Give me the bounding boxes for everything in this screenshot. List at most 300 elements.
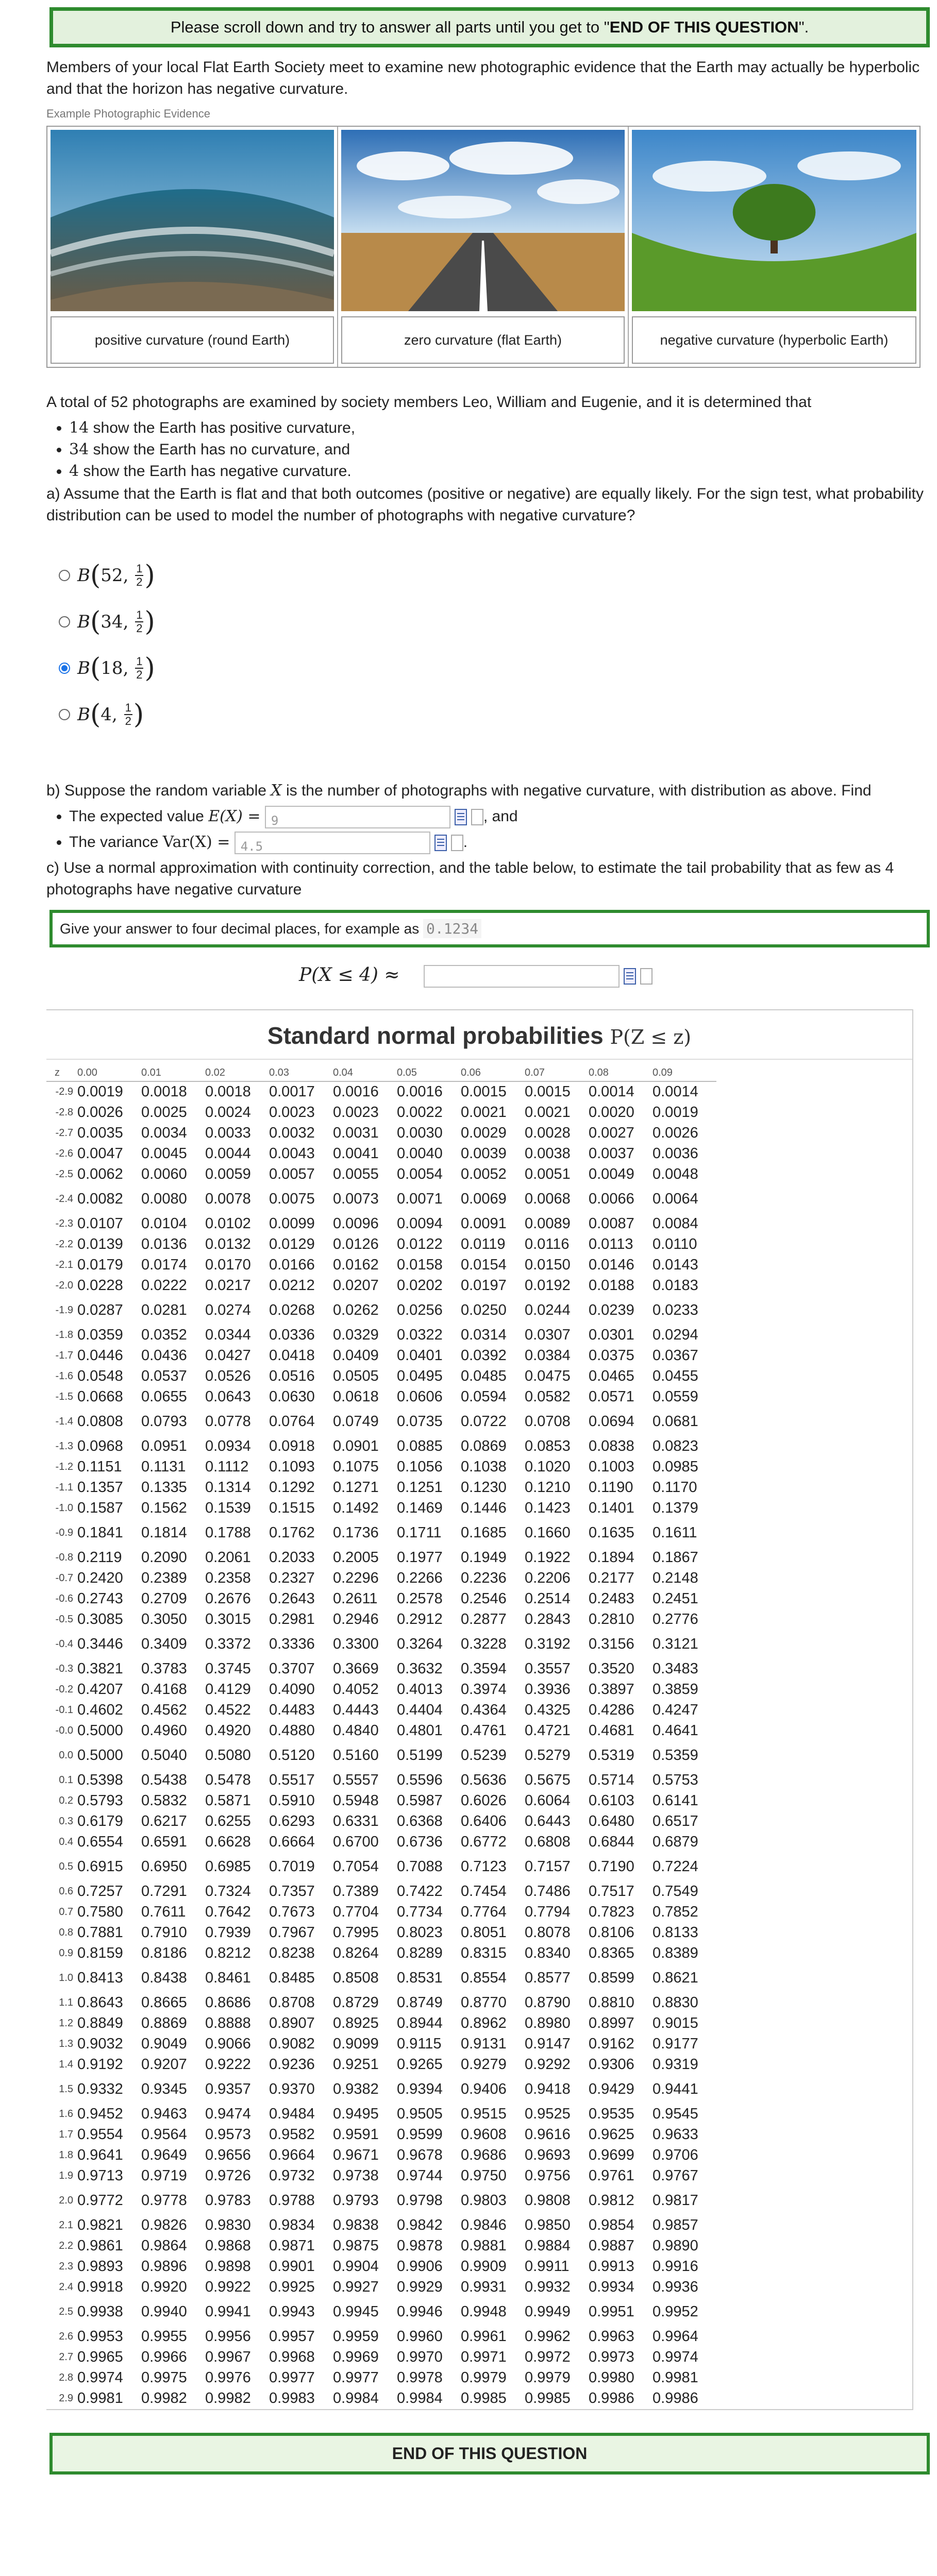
- table-cell: 0.5398: [77, 1772, 123, 1789]
- table-cell: 0.9131: [461, 2036, 507, 2053]
- table-cell: 0.3520: [589, 1660, 634, 1677]
- table-cell: 0.9177: [652, 2036, 698, 2053]
- table-body: [46, 1081, 716, 2409]
- table-cell: 0.6844: [589, 1834, 634, 1851]
- table-cell: 0.4168: [141, 1681, 187, 1698]
- table-cell: 0.0126: [333, 1236, 379, 1253]
- table-row: [46, 1811, 716, 1832]
- table-cell: 0.9881: [461, 2238, 507, 2255]
- table-cell: 0.0287: [77, 1302, 123, 1319]
- table-cell: 0.1685: [461, 1524, 507, 1541]
- table-cell: 0.5675: [525, 1772, 571, 1789]
- option-1-radio[interactable]: [59, 570, 70, 581]
- table-cell: 0.0217: [205, 1277, 251, 1294]
- banner-prefix: Please scroll down and try to answer all parts until you get to ": [170, 18, 610, 36]
- option-2-b: B: [77, 612, 90, 632]
- z-value: 0.4: [59, 1836, 73, 1848]
- table-cell: 0.8686: [205, 1994, 251, 2011]
- table-cell: 0.9788: [269, 2192, 315, 2209]
- table-cell: 0.0068: [525, 1191, 571, 1208]
- table-cell: 0.6064: [525, 1792, 571, 1809]
- option-2-n: 34: [101, 612, 123, 632]
- table-cell: 0.0853: [525, 1438, 571, 1455]
- table-cell: 0.1056: [397, 1459, 443, 1476]
- option-3-radio-selected[interactable]: [59, 663, 70, 674]
- table-cell: 0.0026: [77, 1104, 123, 1121]
- table-cell: 0.9985: [525, 2390, 571, 2407]
- preview-icon[interactable]: [455, 809, 467, 825]
- table-cell: 0.9911: [525, 2258, 570, 2275]
- table-cell: 0.0359: [77, 1327, 123, 1344]
- table-cell: 0.0104: [141, 1215, 187, 1232]
- z-value: 0.5: [59, 1861, 73, 1873]
- table-cell: 0.9951: [589, 2303, 634, 2320]
- table-cell: 0.9957: [269, 2328, 315, 2345]
- table-cell: 0.4801: [397, 1722, 443, 1739]
- table-cell: 0.4129: [205, 1681, 251, 1698]
- table-cell: 0.0228: [77, 1277, 123, 1294]
- column-header: 0.03: [269, 1067, 333, 1081]
- table-cell: 0.9968: [269, 2349, 315, 2366]
- table-cell: 0.1711: [397, 1524, 442, 1541]
- table-cell: 0.8770: [461, 1994, 507, 2011]
- table-cell: 0.8365: [589, 1945, 634, 1962]
- table-cell: 0.0059: [205, 1166, 251, 1183]
- table-cell: 0.6255: [205, 1813, 251, 1830]
- table-cell: 0.2877: [461, 1611, 507, 1628]
- table-cell: 0.2578: [397, 1590, 443, 1607]
- table-cell: 0.9162: [589, 2036, 634, 2053]
- table-cell: 0.0073: [333, 1191, 379, 1208]
- table-cell: 0.1788: [205, 1524, 251, 1541]
- table-cell: 0.8186: [141, 1945, 187, 1962]
- table-cell: 0.8925: [333, 2015, 379, 2032]
- z-value: -1.6: [55, 1370, 73, 1382]
- table-cell: 0.0014: [652, 1083, 698, 1100]
- counts-list: [46, 417, 933, 482]
- table-cell: 0.9664: [269, 2147, 315, 2164]
- table-row: [46, 2236, 716, 2257]
- table-cell: 0.0021: [461, 1104, 507, 1121]
- table-cell: 0.0017: [269, 1083, 315, 1100]
- table-cell: 0.5517: [269, 1772, 315, 1789]
- table-cell: 0.9495: [333, 2106, 379, 2123]
- z-value: -1.7: [55, 1350, 73, 1362]
- table-cell: 0.0055: [333, 1166, 379, 1183]
- table-cell: 0.2546: [461, 1590, 507, 1607]
- option-3[interactable]: [59, 645, 933, 691]
- table-cell: 0.6736: [397, 1834, 443, 1851]
- table-cell: 0.9616: [525, 2126, 571, 2143]
- table-cell: 0.9599: [397, 2126, 443, 2143]
- table-cell: 0.1093: [269, 1459, 315, 1476]
- table-cell: 0.4522: [205, 1702, 251, 1719]
- table-cell: 0.8289: [397, 1945, 443, 1962]
- z-value: -1.3: [55, 1440, 73, 1452]
- table-row: [46, 1387, 716, 1408]
- table-cell: 0.0495: [397, 1368, 443, 1385]
- table-cell: 0.0250: [461, 1302, 507, 1319]
- table-cell: 0.9082: [269, 2036, 315, 2053]
- table-cell: 0.8944: [397, 2015, 443, 2032]
- option-4-radio[interactable]: [59, 709, 70, 720]
- z-value: -0.7: [55, 1572, 73, 1584]
- table-cell: 0.4920: [205, 1722, 251, 1739]
- table-cell: 0.0041: [333, 1145, 379, 1162]
- table-cell: 0.9564: [141, 2126, 187, 2143]
- table-cell: 0.9279: [461, 2056, 507, 2073]
- table-cell: 0.9922: [205, 2279, 251, 2296]
- option-3-num: 1: [136, 655, 143, 668]
- table-cell: 0.9830: [205, 2217, 251, 2234]
- table-cell: 0.0281: [141, 1302, 187, 1319]
- table-cell: 0.0091: [461, 1215, 507, 1232]
- table-cell: 0.0170: [205, 1257, 251, 1274]
- table-cell: 0.6141: [652, 1792, 698, 1809]
- table-cell: 0.4013: [397, 1681, 443, 1698]
- table-cell: 0.0039: [461, 1145, 507, 1162]
- table-cell: 0.8023: [397, 1924, 443, 1941]
- table-cell: 0.9236: [269, 2056, 315, 2073]
- table-cell: 0.9945: [333, 2303, 379, 2320]
- table-cell: 0.0823: [652, 1438, 698, 1455]
- table-cell: 0.0051: [525, 1166, 571, 1183]
- table-cell: 0.0047: [77, 1145, 123, 1162]
- table-cell: 0.1131: [141, 1459, 186, 1476]
- table-cell: 0.7823: [589, 1904, 634, 1921]
- table-cell: 0.9929: [397, 2279, 443, 2296]
- table-cell: 0.7794: [525, 1904, 571, 1921]
- table-cell: 0.0375: [589, 1347, 634, 1364]
- table-cell: 0.1038: [461, 1459, 507, 1476]
- z-value: -2.2: [55, 1239, 73, 1250]
- table-cell: 0.0367: [652, 1347, 698, 1364]
- table-cell: 0.0630: [269, 1388, 315, 1405]
- count-zero-text: show the Earth has no curvature, and: [89, 441, 350, 458]
- table-cell: 0.0618: [333, 1388, 379, 1405]
- table-cell: 0.5279: [525, 1747, 571, 1764]
- table-cell: 0.3669: [333, 1660, 379, 1677]
- table-cell: 0.6950: [141, 1858, 187, 1875]
- table-cell: 0.9838: [333, 2217, 379, 2234]
- table-cell: 0.3783: [141, 1660, 187, 1677]
- table-cell: 0.8830: [652, 1994, 698, 2011]
- table-cell: 0.0197: [461, 1277, 507, 1294]
- table-cell: 0.0060: [141, 1166, 187, 1183]
- table-row: [46, 2034, 716, 2055]
- table-cell: 0.3821: [77, 1660, 123, 1677]
- table-row: [46, 1144, 716, 1164]
- table-cell: 0.9429: [589, 2081, 634, 2098]
- table-cell: 0.1977: [397, 1549, 443, 1566]
- table-cell: 0.9545: [652, 2106, 698, 2123]
- table-cell: 0.0793: [141, 1413, 187, 1430]
- table-row: [46, 1923, 716, 1943]
- z-value: 2.3: [59, 2261, 73, 2273]
- table-cell: 0.0035: [77, 1125, 123, 1142]
- table-row: [46, 2075, 716, 2104]
- option-4-num: 1: [125, 701, 131, 714]
- table-cell: 0.9525: [525, 2106, 571, 2123]
- table-cell: 0.9463: [141, 2106, 187, 2123]
- z-value: -2.8: [55, 1107, 73, 1118]
- column-header: 0.08: [589, 1067, 652, 1081]
- table-cell: 0.9981: [77, 2390, 123, 2407]
- table-cell: 0.9920: [141, 2279, 187, 2296]
- table-cell: 0.2912: [397, 1611, 443, 1628]
- table-cell: 0.0116: [525, 1236, 570, 1253]
- table-cell: 0.0018: [205, 1083, 251, 1100]
- table-cell: 0.0027: [589, 1125, 634, 1142]
- table-cell: 0.0044: [205, 1145, 251, 1162]
- table-cell: 0.3446: [77, 1636, 123, 1653]
- table-row: [46, 1457, 716, 1478]
- z-value: -1.8: [55, 1329, 73, 1341]
- z-value: 1.5: [59, 2083, 73, 2095]
- table-title-math: P(Z ≤ z): [610, 1025, 692, 1048]
- table-cell: 0.4443: [333, 1702, 379, 1719]
- table-row: [46, 1346, 716, 1366]
- table-cell: 0.7454: [461, 1883, 507, 1900]
- table-cell: 0.0038: [525, 1145, 571, 1162]
- table-cell: 0.9978: [397, 2369, 443, 2386]
- table-cell: 0.0708: [525, 1413, 571, 1430]
- z-value: 2.9: [59, 2393, 73, 2404]
- option-2-radio[interactable]: [59, 616, 70, 628]
- table-cell: 0.2206: [525, 1570, 571, 1587]
- option-4-b: B: [77, 704, 90, 725]
- option-1-fraction: [135, 563, 143, 588]
- table-cell: 0.0352: [141, 1327, 187, 1344]
- table-cell: 0.9861: [77, 2238, 123, 2255]
- table-cell: 0.9406: [461, 2081, 507, 2098]
- table-cell: 0.0132: [205, 1236, 251, 1253]
- table-row: [46, 1993, 716, 2013]
- table-row: [46, 2327, 716, 2347]
- part-b-intro-post: is the number of photographs with negative curvature, with distribution as above. Find: [281, 782, 872, 799]
- table-cell: 0.9959: [333, 2328, 379, 2345]
- count-zero: [69, 439, 933, 461]
- table-cell: 0.9370: [269, 2081, 315, 2098]
- table-cell: 0.9961: [461, 2328, 507, 2345]
- document-icon[interactable]: [471, 809, 483, 825]
- table-cell: 0.0040: [397, 1145, 443, 1162]
- option-3-fraction: [135, 655, 143, 681]
- table-cell: 0.0089: [525, 1215, 571, 1232]
- table-cell: 0.9901: [269, 2258, 315, 2275]
- table-cell: 0.7517: [589, 1883, 634, 1900]
- table-cell: 0.5199: [397, 1747, 443, 1764]
- preview-icon[interactable]: [434, 835, 447, 851]
- z-value: 0.3: [59, 1816, 73, 1827]
- table-cell: 0.0322: [397, 1327, 443, 1344]
- table-cell: 0.8340: [525, 1945, 571, 1962]
- caption-positive: positive curvature (round Earth): [51, 316, 334, 364]
- table-cell: 0.9641: [77, 2147, 123, 2164]
- table-cell: 0.0985: [652, 1459, 698, 1476]
- table-row: [46, 1498, 716, 1519]
- table-cell: 0.3594: [461, 1660, 507, 1677]
- table-row: [46, 1568, 716, 1589]
- expected-row: [69, 806, 933, 828]
- table-cell: 0.9890: [652, 2238, 698, 2255]
- table-cell: 0.2358: [205, 1570, 251, 1587]
- option-4-den: 2: [125, 715, 131, 727]
- option-2[interactable]: [59, 599, 933, 645]
- table-cell: 0.9971: [461, 2349, 507, 2366]
- table-cell: 0.0069: [461, 1191, 507, 1208]
- option-1-den: 2: [136, 575, 143, 588]
- table-cell: 0.1762: [269, 1524, 315, 1541]
- table-cell: 0.8078: [525, 1924, 571, 1941]
- table-cell: 0.0016: [333, 1083, 379, 1100]
- option-1[interactable]: [59, 552, 933, 599]
- normal-probability-table: [46, 1067, 716, 2409]
- table-cell: 0.6628: [205, 1834, 251, 1851]
- z-value: -1.0: [55, 1502, 73, 1514]
- table-cell: 0.0668: [77, 1388, 123, 1405]
- table-cell: 0.7357: [269, 1883, 315, 1900]
- table-cell: 0.1867: [652, 1549, 698, 1566]
- table-cell: 0.5871: [205, 1792, 251, 1809]
- variance-input[interactable]: 4.5: [235, 832, 430, 854]
- table-cell: 0.8980: [525, 2015, 571, 2032]
- column-header: 0.02: [205, 1067, 269, 1081]
- table-cell: 0.7995: [333, 1924, 379, 1941]
- table-cell: 0.0025: [141, 1104, 187, 1121]
- table-row: [46, 2215, 716, 2236]
- table-cell: 0.0446: [77, 1347, 123, 1364]
- table-cell: 0.9925: [269, 2279, 315, 2296]
- table-cell: 0.9345: [141, 2081, 187, 2098]
- z-value: 1.9: [59, 2170, 73, 2182]
- table-cell: 0.2420: [77, 1570, 123, 1587]
- table-cell: 0.0094: [397, 1215, 443, 1232]
- table-cell: 0.7291: [141, 1883, 187, 1900]
- document-icon[interactable]: [451, 835, 463, 851]
- table-cell: 0.0143: [652, 1257, 698, 1274]
- table-row: [46, 1325, 716, 1346]
- table-cell: 0.0329: [333, 1327, 379, 1344]
- table-cell: 0.8888: [205, 2015, 251, 2032]
- table-cell: 0.1469: [397, 1500, 443, 1517]
- table-cell: 0.9015: [652, 2015, 698, 2032]
- table-cell: 0.9846: [461, 2217, 507, 2234]
- table-cell: 0.4840: [333, 1722, 379, 1739]
- table-cell: 0.9953: [77, 2328, 123, 2345]
- z-value: -0.0: [55, 1725, 73, 1737]
- probability-input[interactable]: [424, 965, 620, 988]
- table-cell: 0.5160: [333, 1747, 379, 1764]
- table-cell: 0.0239: [589, 1302, 634, 1319]
- table-cell: 0.0207: [333, 1277, 379, 1294]
- table-cell: 0.0066: [589, 1191, 634, 1208]
- table-row: [46, 1943, 716, 1964]
- table-cell: 0.8907: [269, 2015, 315, 2032]
- table-cell: 0.0021: [525, 1104, 571, 1121]
- table-cell: 0.0951: [141, 1438, 187, 1455]
- table-cell: 0.0107: [77, 1215, 123, 1232]
- table-row: [46, 2013, 716, 2034]
- table-cell: 0.9732: [269, 2167, 315, 2184]
- option-4-fraction: [124, 702, 132, 727]
- option-4[interactable]: [59, 691, 933, 738]
- z-value: 2.7: [59, 2351, 73, 2363]
- table-row: [46, 1791, 716, 1811]
- table-cell: 0.9893: [77, 2258, 123, 2275]
- table-cell: 0.1335: [141, 1479, 187, 1496]
- table-cell: 0.8438: [141, 1970, 187, 1987]
- variance-math: Var(X) =: [162, 833, 230, 852]
- table-cell: 0.4286: [589, 1702, 634, 1719]
- z-value: -2.5: [55, 1168, 73, 1180]
- count-negative: [69, 461, 933, 482]
- table-cell: 0.0119: [461, 1236, 506, 1253]
- table-cell: 0.3409: [141, 1636, 187, 1653]
- table-cell: 0.7422: [397, 1883, 443, 1900]
- table-cell: 0.9934: [589, 2279, 634, 2296]
- table-cell: 0.9222: [205, 2056, 251, 2073]
- table-cell: 0.2389: [141, 1570, 187, 1587]
- table-cell: 0.2005: [333, 1549, 379, 1566]
- table-cell: 0.0036: [652, 1145, 698, 1162]
- table-cell: 0.0183: [652, 1277, 698, 1294]
- table-cell: 0.2266: [397, 1570, 443, 1587]
- table-cell: 0.0606: [397, 1388, 443, 1405]
- document-icon[interactable]: [640, 968, 652, 985]
- table-cell: 0.9986: [652, 2390, 698, 2407]
- table-cell: 0.4602: [77, 1702, 123, 1719]
- table-cell: 0.0113: [589, 1236, 633, 1253]
- table-cell: 0.0838: [589, 1438, 634, 1455]
- table-cell: 0.8508: [333, 1970, 379, 1987]
- table-cell: 0.0049: [589, 1166, 634, 1183]
- table-cell: 0.8599: [589, 1970, 634, 1987]
- table-cell: 0.0064: [652, 1191, 698, 1208]
- table-cell: 0.5910: [269, 1792, 315, 1809]
- table-cell: 0.0918: [269, 1438, 315, 1455]
- table-cell: 0.9744: [397, 2167, 443, 2184]
- preview-icon[interactable]: [624, 968, 636, 985]
- table-cell: 0.7088: [397, 1858, 443, 1875]
- table-cell: 0.9963: [589, 2328, 634, 2345]
- table-cell: 0.6554: [77, 1834, 123, 1851]
- paren-open: (: [90, 560, 101, 591]
- table-cell: 0.0537: [141, 1368, 187, 1385]
- table-cell: 0.1251: [397, 1479, 443, 1496]
- expected-input[interactable]: 9: [265, 806, 450, 828]
- table-cell: 0.9591: [333, 2126, 379, 2143]
- table-cell: 0.9974: [77, 2369, 123, 2386]
- table-cell: 0.0722: [461, 1413, 507, 1430]
- table-cell: 0.9834: [269, 2217, 315, 2234]
- table-cell: 0.0122: [397, 1236, 443, 1253]
- z-value: 2.4: [59, 2281, 73, 2293]
- table-cell: 0.0024: [205, 1104, 251, 1121]
- z-value: 0.6: [59, 1886, 73, 1897]
- table-cell: 0.4364: [461, 1702, 507, 1719]
- table-cell: 0.6915: [77, 1858, 123, 1875]
- table-cell: 0.9761: [589, 2167, 634, 2184]
- count-negative-n: 4: [69, 462, 79, 480]
- part-b-list: [46, 806, 933, 854]
- table-cell: 0.7019: [269, 1858, 315, 1875]
- column-header: 0.07: [525, 1067, 589, 1081]
- table-cell: 0.0526: [205, 1368, 251, 1385]
- option-3-b: B: [77, 658, 90, 679]
- z-value: -2.9: [55, 1086, 73, 1098]
- table-cell: 0.9192: [77, 2056, 123, 2073]
